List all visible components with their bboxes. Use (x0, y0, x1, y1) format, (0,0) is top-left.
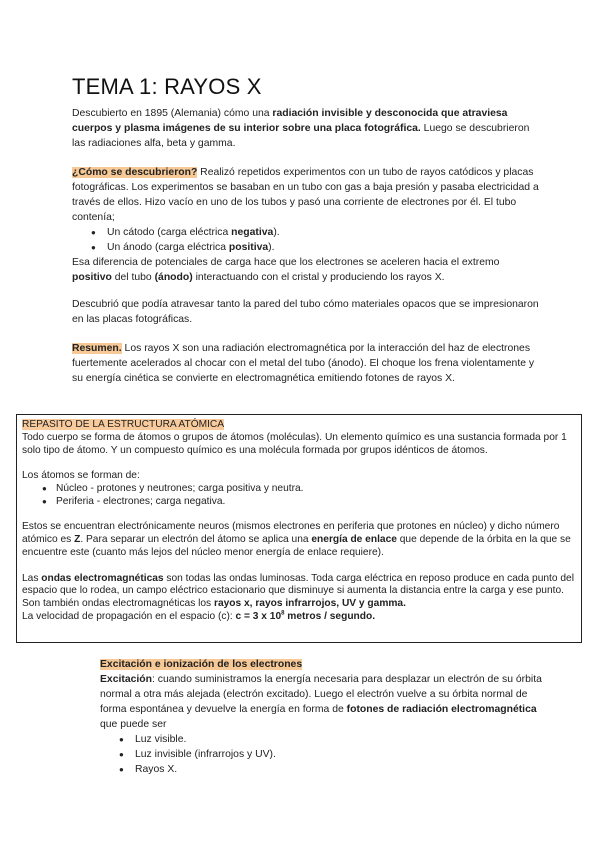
discovery-section (72, 165, 542, 285)
excitation-paragraph: Excitación: cuando suministramos la energía necesaria para desplazar un electrón de su órbita normal a otra más alejada (electrón excitado). Luego el electrón vuelve a su órbita normal de forma espontánea y devuelve la energía en forma de fotones de radiación electromagnética que puede ser (100, 674, 542, 730)
intro-bold: radiación invisible y desconocida que atraviesa cuerpos y plasma imágenes de su interior sobre una placa fotográfica. (72, 108, 508, 134)
box-paragraph-2: Los átomos se forman de: (22, 470, 140, 482)
summary-text: Los rayos X son una radiación electromagnética por la interacción del haz de electrones fuertemente acelerados al chocar con el metal del tubo (ánodo). El choque los frena violentamente y su energía cinética se convierte en electromagnética emitiendo fotones de rayos X. (72, 343, 535, 384)
list-item: ● Luz visible. (135, 732, 545, 747)
box-heading: REPASITO DE LA ESTRUCTURA ATÓMICA (22, 419, 225, 430)
intro-text-end: Luego se descubrieron las radiaciones alfa, beta y gamma. (72, 123, 530, 149)
discovery-paragraph (72, 165, 542, 225)
discovery-bullets (72, 225, 542, 255)
discovery-text: Realizó repetidos experimentos con un tubo de rayos catódicos y placas fotográficas. Los experimentos se basaban en un tubo con gas a baja presión y pasaba electricidad a través de ellos. Hizo vacío en uno de los tubos y pasó una corriente de electrones por él. El tubo contenía; (72, 167, 539, 223)
atomic-box-content (22, 419, 577, 624)
excitation-heading: Excitación e ionización de los electrones (100, 659, 303, 670)
summary-heading: Resumen. (72, 343, 122, 354)
list-item: ● Núcleo - protones y neutrones; carga positiva y neutra. (56, 483, 577, 496)
box-paragraph-4: Las ondas electromagnéticas son todas las ondas luminosas. Toda carga eléctrica en reposo produce en cada punto del espacio que lo rodea, un campo eléctrico estacionario que disminuye si aumenta la distancia entre la carga y ese punto. Son también ondas electromagnéticas los rayos x, rayos infrarrojos, UV y gamma. (22, 572, 574, 610)
discovery-heading: ¿Cómo se descubrieron? (72, 167, 198, 178)
list-item: ● Periferia - electrones; carga negativa. (56, 496, 577, 509)
summary-paragraph (72, 341, 542, 386)
excitation-bullets (100, 732, 545, 777)
discovery-after: Esa diferencia de potenciales de carga hace que los electrones se aceleren hacia el extremo positivo del tubo (ánodo) interactuando con el cristal y produciendo los rayos X. (72, 257, 500, 283)
excitation-section (100, 657, 545, 777)
box-paragraph-5: La velocidad de propagación en el espacio (c): c = 3 x $10^8$ metros / segundo. (22, 610, 376, 622)
box-paragraph-3: Estos se encuentran electrónicamente neuros (mismos electrones en periferia que protones en núcleo) y dicho número atómico es Z. Para separar un electrón del átomo se aplica una energía de enlace que depende de la órbita en la que se encuentre este (cuanto más lejos del núcleo menor energía de enlace requiere). (22, 521, 571, 558)
box-bullets (22, 483, 577, 509)
list-item: ● Un cátodo (carga eléctrica negativa). (107, 225, 542, 240)
intro-paragraph (72, 106, 542, 151)
list-item: ● Un ánodo (carga eléctrica positiva). (107, 240, 542, 255)
list-item: ● Luz invisible (infrarrojos y UV). (135, 747, 545, 762)
intro-text: Descubierto en 1895 (Alemania) cómo una (72, 108, 273, 119)
page-title: TEMA 1: RAYOS X (72, 74, 262, 99)
box-paragraph-1: Todo cuerpo se forma de átomos o grupos de átomos (moléculas). Un elemento químico es una sustancia formada por 1 solo tipo de átomo. Y un compuesto químico es una molécula formada por grupos idénticos de átomos. (22, 431, 567, 456)
list-item: ● Rayos X. (135, 762, 545, 777)
opaque-paragraph: Descubrió que podía atravesar tanto la pared del tubo cómo materiales opacos que se impresionaron en las placas fotográficas. (72, 299, 539, 325)
